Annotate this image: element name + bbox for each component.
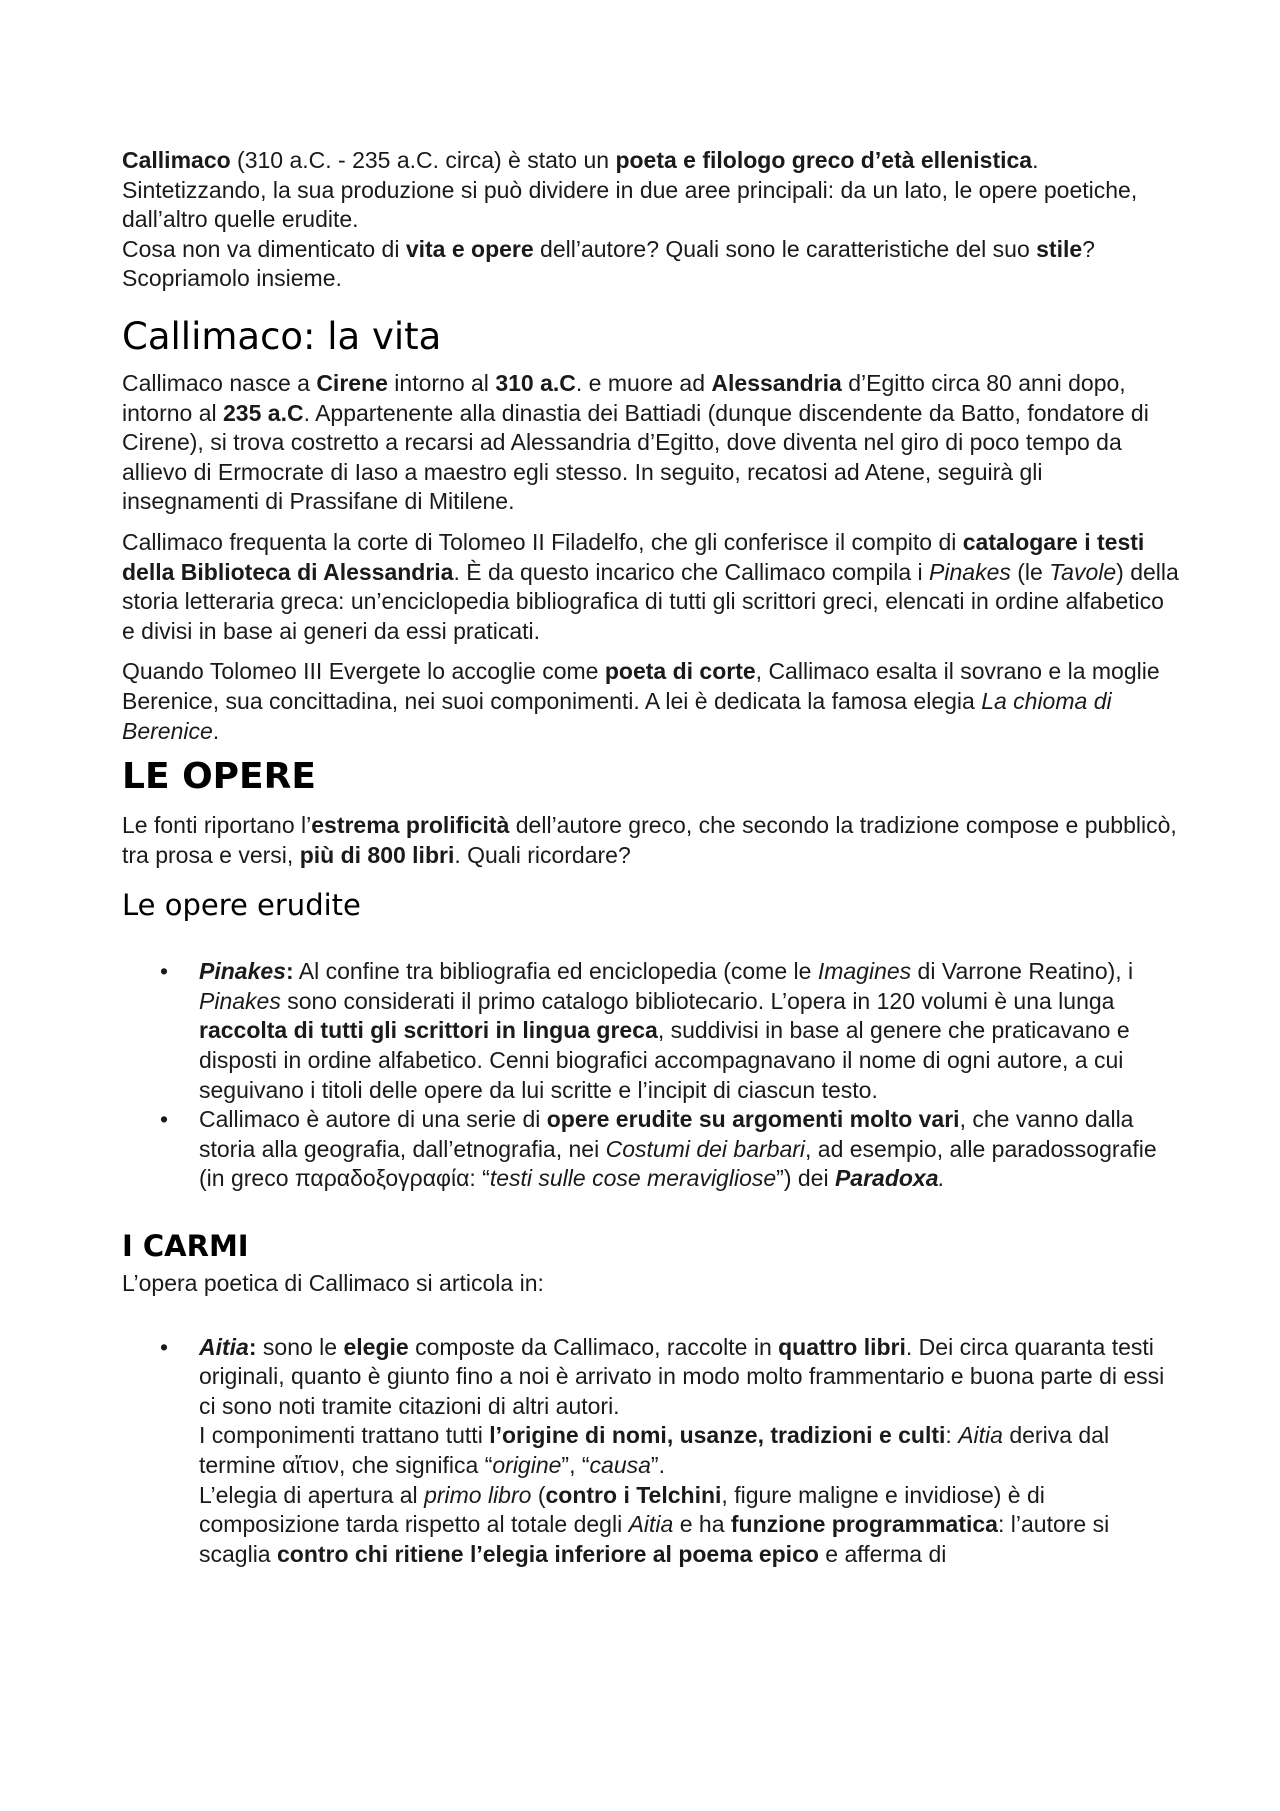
bullet-icon: • [160, 1333, 169, 1360]
intro-paragraph-3: Scopriamolo insieme. [122, 265, 342, 292]
vita-paragraph-3: Quando Tolomeo III Evergete lo accoglie come poeta di corte, Callimaco esalta il sovrano e la moglie Berenice, sua concittadina, nei suoi componimenti. A lei è dedicata la famosa elegia La chioma di Berenice. [122, 658, 1160, 744]
opere-paragraph-1: Le fonti riportano l’estrema prolificità dell’autore greco, che secondo la tradizione compose e pubblicò, tra prosa e versi, più di 800 libri. Quali ricordare? [122, 812, 1177, 868]
list-item-aitia: • Aitia: sono le elegie composte da Callimaco, raccolte in quattro libri. Dei circa quaranta testi originali, quanto è giunto fino a noi è arrivato in modo molto frammentario e buona parte di essi ci sono noti tramite citazioni di altri autori. I componimenti trattano tutti l’origine di nomi, usanze, tradizioni e culti: Aitia deriva dal termine αἴτιον, che significa “origine”, “causa”. L’elegia di apertura al primo libro (contro i Telchini, figure maligne e invidiose) è di composizione tarda rispetto al totale degli Aitia e ha funzione programmatica: l’autore si scaglia contro chi ritiene l’elegia inferiore al poema epico e afferma di [160, 1333, 1165, 1567]
vita-paragraph-1: Callimaco nasce a Cirene intorno al 310 a.C. e muore ad Alessandria d’Egitto circa 80 anni dopo, intorno al 235 a.C. Appartenente alla dinastia dei Battiadi (dunque discendente da Batto, fondatore di Cirene), si trova costretto a recarsi ad Alessandria d’Egitto, dove diventa nel giro di poco tempo da allievo di Ermocrate di Iaso a maestro egli stesso. In seguito, recatosi ad Atene, seguirà gli insegnamenti di Prassifane di Mitilene. [122, 369, 1149, 515]
list-item-pinakes: • Pinakes: Al confine tra bibliografia ed enciclopedia (come le Imagines di Varrone Reatino), i Pinakes sono considerati il primo catalogo bibliotecario. L’opera in 120 volumi è una lunga raccolta di tutti gli scrittori in lingua greca, suddivisi in base al genere che praticavano e disposti in ordine alfabetico. Cenni biografici accompagnavano il nome di ogni autore, a cui seguivano i titoli delle opere da lui scritte e l’incipit di ciascun testo. [160, 958, 1134, 1103]
heading-carmi: I CARMI [122, 1229, 249, 1264]
carmi-intro: L’opera poetica di Callimaco si articola in: [122, 1270, 544, 1297]
vita-paragraph-2: Callimaco frequenta la corte di Tolomeo II Filadelfo, che gli conferisce il compito di catalogare i testi della Biblioteca di Alessandria. È da questo incarico che Callimaco compila i Pinakes (le Tavole) della storia letteraria greca: un’enciclopedia bibliografica di tutti gli scrittori greci, elencati in ordine alfabetico e divisi in base ai generi da essi praticati. [122, 528, 1179, 644]
heading-vita: Callimaco: la vita [122, 314, 442, 358]
intro-paragraph-1: Callimaco (310 a.C. - 235 a.C. circa) è stato un poeta e filologo greco d’età ellenistica. Sintetizzando, la sua produzione si può dividere in due aree principali: da un lato, le opere poetiche, dall’altro quelle erudite. [122, 147, 1138, 233]
heading-opere-erudite: Le opere erudite [122, 888, 361, 923]
bullet-icon: • [160, 958, 169, 985]
author-name: Callimaco [122, 147, 231, 173]
heading-opere: LE OPERE [122, 756, 316, 798]
opere-erudite-list [122, 957, 1182, 1194]
list-item-opere-erudite: • Callimaco è autore di una serie di opere erudite su argomenti molto vari, che vanno dalla storia alla geografia, dall’etnografia, nei Costumi dei barbari, ad esempio, alle paradossografie (in greco παραδοξογραφία: “testi sulle cose meravigliose”) dei Paradoxa. [160, 1106, 1157, 1192]
document-page [122, 146, 1182, 1569]
intro-paragraph-2: Cosa non va dimenticato di vita e opere dell’autore? Quali sono le caratteristiche del suo stile? [122, 235, 1095, 262]
bullet-icon: • [160, 1106, 169, 1133]
carmi-list [122, 1333, 1182, 1570]
